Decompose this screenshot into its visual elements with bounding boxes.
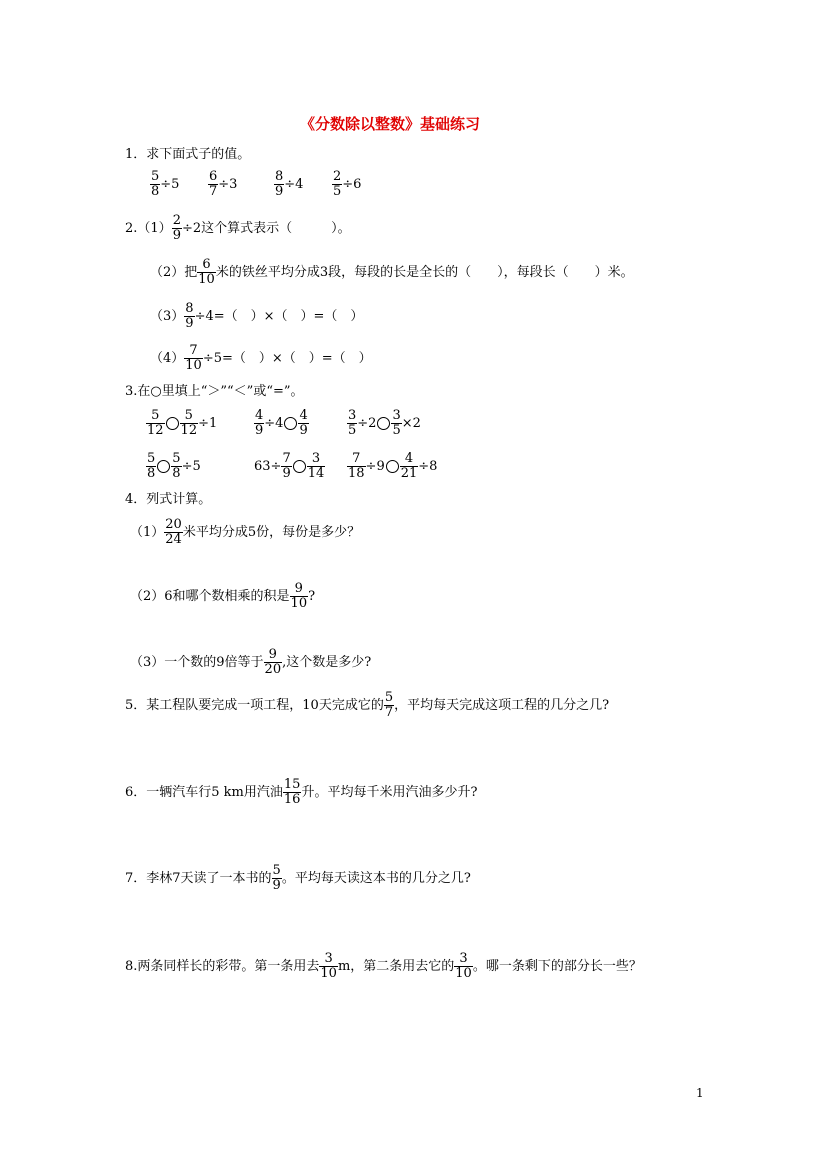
q3-compare-c: $\frac{3}{5}$ ÷2 $\frac{3}{5}$ ×2 bbox=[348, 408, 421, 438]
q3-compare-a: $\frac{5}{12}$ $\frac{5}{12}$ ÷1 bbox=[147, 408, 218, 438]
fraction: $\frac{6}{10}$ bbox=[198, 257, 215, 287]
q2-part-3: （3） $\frac{8}{9}$ ÷4=（ ）×（ ）=（ ） bbox=[150, 301, 364, 331]
fraction: $\frac{4}{21}$ bbox=[400, 451, 418, 481]
q7-question: 7．李林7天读了一本书的 $\frac{5}{9}$ 。平均每天读这本书的几分之几? bbox=[125, 863, 471, 893]
fraction: $\frac{5}{8}$ bbox=[172, 451, 181, 481]
q1-expr-2: $\frac{6}{7}$ ÷3 bbox=[209, 169, 238, 199]
fraction: $\frac{3}{5}$ bbox=[392, 408, 401, 438]
fraction: $\frac{4}{9}$ bbox=[299, 408, 308, 438]
fraction: $\frac{5}{8}$ bbox=[147, 451, 156, 481]
q1-expr-3: $\frac{8}{9}$ ÷4 bbox=[275, 169, 304, 199]
fraction: $\frac{6}{7}$ bbox=[209, 169, 218, 199]
q4-part-3: （3）一个数的9倍等于 $\frac{9}{20}$ ,这个数是多少? bbox=[130, 647, 372, 677]
q4-part-2: （2）6和哪个数相乘的积是 $\frac{9}{10}$ ? bbox=[130, 581, 316, 611]
fraction: $\frac{5}{12}$ bbox=[180, 408, 198, 438]
fraction: $\frac{15}{16}$ bbox=[283, 777, 301, 807]
q2-part-4: （4） $\frac{7}{10}$ ÷5=（ ）×（ ）=（ ） bbox=[150, 343, 372, 373]
fraction: $\frac{5}{7}$ bbox=[384, 690, 394, 720]
fraction: $\frac{8}{9}$ bbox=[185, 301, 194, 331]
fraction: $\frac{3}{10}$ bbox=[455, 951, 472, 981]
q8-question: 8.两条同样长的彩带。第一条用去 $\frac{3}{10}$ m，第二条用去它的 $\frac{3}{10}$ 。哪一条剩下的部分长一些？ bbox=[125, 951, 642, 981]
page-title: 《分数除以整数》基础练习 bbox=[300, 115, 481, 133]
q3-compare-d: $\frac{5}{8}$ $\frac{5}{8}$ ÷5 bbox=[147, 451, 201, 481]
fraction: $\frac{5}{8}$ bbox=[151, 169, 160, 199]
page-number: 1 bbox=[696, 1086, 704, 1100]
compare-circle[interactable] bbox=[284, 417, 297, 430]
q6-question: 6．一辆汽车行5 km用汽油 $\frac{15}{16}$ 升。平均每千米用汽油多少升? bbox=[125, 777, 478, 807]
fraction: $\frac{3}{14}$ bbox=[307, 451, 325, 481]
fraction: $\frac{7}{9}$ bbox=[282, 451, 291, 481]
compare-circle[interactable] bbox=[166, 417, 179, 430]
q5-question: 5．某工程队要完成一项工程，10天完成它的 $\frac{5}{7}$ ，平均每天完成这项工程的几分之几? bbox=[125, 690, 610, 720]
fraction: $\frac{3}{10}$ bbox=[320, 951, 337, 981]
fraction: $\frac{5}{9}$ bbox=[272, 863, 281, 893]
q1-expr-4: $\frac{2}{5}$ ÷6 bbox=[333, 169, 362, 199]
q4-part-1: （1） $\frac{20}{24}$ 米平均分成5份，每份是多少？ bbox=[130, 517, 361, 547]
fraction: $\frac{7}{18}$ bbox=[348, 451, 365, 481]
fraction: $\frac{4}{9}$ bbox=[255, 408, 264, 438]
q3-compare-e: 63÷ $\frac{7}{9}$ $\frac{3}{14}$ bbox=[254, 451, 325, 481]
fraction: $\frac{2}{9}$ bbox=[172, 213, 181, 243]
fraction: $\frac{9}{10}$ bbox=[290, 581, 308, 611]
fraction: $\frac{5}{12}$ bbox=[147, 408, 164, 438]
compare-circle[interactable] bbox=[377, 417, 390, 430]
q4-label: 4．列式计算。 bbox=[125, 492, 212, 507]
q3-compare-f: $\frac{7}{18}$ ÷9 $\frac{4}{21}$ ÷8 bbox=[348, 451, 438, 481]
fraction: $\frac{3}{5}$ bbox=[348, 408, 357, 438]
fraction: $\frac{8}{9}$ bbox=[275, 169, 284, 199]
compare-circle[interactable] bbox=[157, 460, 170, 473]
fraction: $\frac{20}{24}$ bbox=[165, 517, 182, 547]
fraction: $\frac{2}{5}$ bbox=[333, 169, 342, 199]
fraction: $\frac{7}{10}$ bbox=[185, 343, 202, 373]
q3-compare-b: $\frac{4}{9}$ ÷4 $\frac{4}{9}$ bbox=[255, 408, 308, 438]
compare-circle[interactable] bbox=[386, 460, 399, 473]
q3-label: 3.在○里填上“＞”“＜”或“=”。 bbox=[125, 384, 304, 399]
fraction: $\frac{9}{20}$ bbox=[264, 647, 282, 677]
q1-label: 1．求下面式子的值。 bbox=[125, 147, 251, 162]
q1-expr-1: $\frac{5}{8}$ ÷5 bbox=[151, 169, 180, 199]
q2-part-1: 2.（1） $\frac{2}{9}$ ÷2这个算式表示（ ）。 bbox=[125, 213, 351, 243]
compare-circle[interactable] bbox=[293, 460, 306, 473]
q2-part-2: （2）把 $\frac{6}{10}$ 米的铁丝平均分成3段，每段的长是全长的（ ），每段长（ ）米。 bbox=[150, 257, 634, 287]
